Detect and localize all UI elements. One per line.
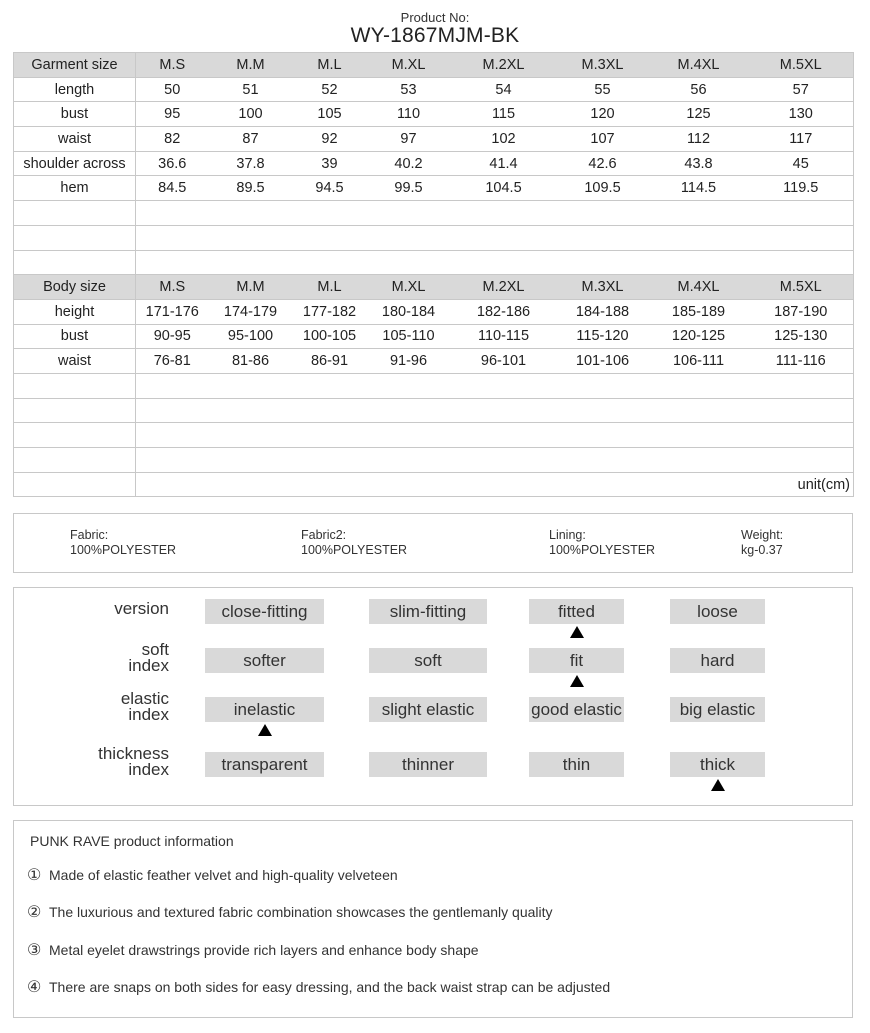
index-label-line1: soft xyxy=(141,640,169,659)
empty-cell xyxy=(14,201,136,226)
empty-cell xyxy=(14,398,136,423)
size-cell: 54 xyxy=(451,77,557,102)
size-cell: 100-105 xyxy=(293,324,367,349)
size-cell: M.3XL xyxy=(557,275,649,300)
row-label: height xyxy=(14,299,136,324)
info-item xyxy=(27,902,553,922)
size-cell: 114.5 xyxy=(649,176,749,201)
size-cell: 102 xyxy=(451,127,557,152)
size-cell: 120 xyxy=(557,102,649,127)
size-cell: M.4XL xyxy=(649,53,749,78)
size-cell: 92 xyxy=(293,127,367,152)
body-row xyxy=(14,299,854,324)
size-cell: M.5XL xyxy=(749,53,854,78)
index-label-line2: index xyxy=(128,705,169,724)
size-cell: 95-100 xyxy=(209,324,293,349)
garment-row xyxy=(14,176,854,201)
empty-row xyxy=(14,373,854,398)
index-option: thin xyxy=(529,752,624,777)
row-label: Garment size xyxy=(14,53,136,78)
fabric-value: 100%POLYESTER xyxy=(70,543,177,557)
info-item xyxy=(27,940,479,960)
size-cell: 105 xyxy=(293,102,367,127)
index-option: fit xyxy=(529,648,624,673)
size-cell: 115-120 xyxy=(557,324,649,349)
fabric-panel xyxy=(13,513,853,573)
size-cell: 120-125 xyxy=(649,324,749,349)
index-label xyxy=(121,691,169,723)
size-cell: 42.6 xyxy=(557,151,649,176)
info-text: There are snaps on both sides for easy dressing, and the back waist strap can be adjusted xyxy=(49,979,611,995)
size-cell: 180-184 xyxy=(367,299,451,324)
size-cell: M.5XL xyxy=(749,275,854,300)
garment-row xyxy=(14,77,854,102)
index-label xyxy=(98,746,169,778)
size-chart-table xyxy=(13,52,854,497)
fabric2-value: 100%POLYESTER xyxy=(301,543,408,557)
info-item xyxy=(27,865,398,885)
size-cell: 111-116 xyxy=(749,349,854,374)
selected-marker-icon xyxy=(570,626,584,638)
index-option: transparent xyxy=(205,752,324,777)
index-label xyxy=(114,601,169,617)
empty-row xyxy=(14,448,854,473)
index-option: loose xyxy=(670,599,765,624)
index-option: slim-fitting xyxy=(369,599,487,624)
size-cell: 117 xyxy=(749,127,854,152)
product-code: WY-1867MJM-BK xyxy=(350,24,520,47)
row-label: bust xyxy=(14,102,136,127)
row-label: hem xyxy=(14,176,136,201)
index-option: hard xyxy=(670,648,765,673)
size-cell: M.3XL xyxy=(557,53,649,78)
size-cell: 55 xyxy=(557,77,649,102)
size-cell: 51 xyxy=(209,77,293,102)
index-option: close-fitting xyxy=(205,599,324,624)
product-info-panel xyxy=(13,820,853,1018)
garment-row xyxy=(14,151,854,176)
size-cell: 41.4 xyxy=(451,151,557,176)
size-cell: 177-182 xyxy=(293,299,367,324)
fabric-info xyxy=(70,528,176,558)
size-cell: 97 xyxy=(367,127,451,152)
garment-row xyxy=(14,127,854,152)
fabric-label: Fabric: xyxy=(70,528,109,542)
empty-row xyxy=(14,250,854,275)
empty-cell xyxy=(136,373,854,398)
empty-cell xyxy=(136,448,854,473)
size-cell: 45 xyxy=(749,151,854,176)
size-cell: M.XL xyxy=(367,53,451,78)
size-cell: 119.5 xyxy=(749,176,854,201)
size-cell: 82 xyxy=(136,127,209,152)
size-cell: M.L xyxy=(293,53,367,78)
circled-number: ④ xyxy=(27,979,42,996)
size-cell: 81-86 xyxy=(209,349,293,374)
empty-cell xyxy=(14,225,136,250)
empty-cell xyxy=(14,373,136,398)
size-cell: 105-110 xyxy=(367,324,451,349)
info-item xyxy=(27,977,610,997)
size-cell: 40.2 xyxy=(367,151,451,176)
index-option: fitted xyxy=(529,599,624,624)
empty-cell xyxy=(14,250,136,275)
size-cell: 90-95 xyxy=(136,324,209,349)
size-cell: 76-81 xyxy=(136,349,209,374)
weight-info xyxy=(741,528,783,558)
size-cell: 37.8 xyxy=(209,151,293,176)
selected-marker-icon xyxy=(711,779,725,791)
empty-row xyxy=(14,398,854,423)
index-label-line2: index xyxy=(128,760,169,779)
size-cell: 130 xyxy=(749,102,854,127)
product-info-title: PUNK RAVE product information xyxy=(30,833,234,849)
size-cell: 95 xyxy=(136,102,209,127)
row-label: waist xyxy=(14,127,136,152)
row-label: bust xyxy=(14,324,136,349)
size-cell: 187-190 xyxy=(749,299,854,324)
index-label-line1: version xyxy=(114,599,169,618)
size-cell: M.2XL xyxy=(451,275,557,300)
empty-row xyxy=(14,423,854,448)
row-label: Body size xyxy=(14,275,136,300)
size-cell: 109.5 xyxy=(557,176,649,201)
size-cell: 86-91 xyxy=(293,349,367,374)
size-cell: 94.5 xyxy=(293,176,367,201)
size-cell: 174-179 xyxy=(209,299,293,324)
size-cell: 100 xyxy=(209,102,293,127)
size-cell: M.M xyxy=(209,53,293,78)
garment-row xyxy=(14,102,854,127)
size-cell: M.S xyxy=(136,53,209,78)
size-cell: 53 xyxy=(367,77,451,102)
fabric2-info xyxy=(301,528,407,558)
body-row xyxy=(14,349,854,374)
size-cell: 171-176 xyxy=(136,299,209,324)
size-cell: 96-101 xyxy=(451,349,557,374)
index-option: soft xyxy=(369,648,487,673)
index-label-line2: index xyxy=(128,656,169,675)
index-option: softer xyxy=(205,648,324,673)
info-text: The luxurious and textured fabric combination showcases the gentlemanly quality xyxy=(49,904,553,920)
size-cell: 112 xyxy=(649,127,749,152)
index-option: big elastic xyxy=(670,697,765,722)
size-cell: 107 xyxy=(557,127,649,152)
size-cell: 57 xyxy=(749,77,854,102)
empty-row xyxy=(14,225,854,250)
garment-header-row xyxy=(14,53,854,78)
size-cell: 50 xyxy=(136,77,209,102)
fabric2-label: Fabric2: xyxy=(301,528,347,542)
size-cell: 99.5 xyxy=(367,176,451,201)
size-cell: M.L xyxy=(293,275,367,300)
index-option: slight elastic xyxy=(369,697,487,722)
empty-cell xyxy=(136,250,854,275)
row-label: waist xyxy=(14,349,136,374)
size-cell: 56 xyxy=(649,77,749,102)
size-cell: 89.5 xyxy=(209,176,293,201)
size-cell: 185-189 xyxy=(649,299,749,324)
circled-number: ③ xyxy=(27,942,42,959)
index-label-line1: elastic xyxy=(120,689,169,708)
empty-cell xyxy=(136,423,854,448)
size-cell: 91-96 xyxy=(367,349,451,374)
empty-cell xyxy=(136,398,854,423)
lining-label: Lining: xyxy=(549,528,586,542)
index-option: good elastic xyxy=(529,697,624,722)
size-cell: 110-115 xyxy=(451,324,557,349)
weight-label: Weight: xyxy=(741,528,784,542)
index-label-line1: thickness xyxy=(98,744,169,763)
empty-cell xyxy=(136,225,854,250)
size-cell: 52 xyxy=(293,77,367,102)
size-cell: 39 xyxy=(293,151,367,176)
circled-number: ② xyxy=(27,904,42,921)
size-cell: 36.6 xyxy=(136,151,209,176)
index-panel xyxy=(13,587,853,806)
size-cell: 125-130 xyxy=(749,324,854,349)
weight-value: kg-0.37 xyxy=(741,543,783,557)
unit-label: unit(cm) xyxy=(136,472,854,497)
empty-cell xyxy=(14,423,136,448)
size-cell: 84.5 xyxy=(136,176,209,201)
empty-cell xyxy=(14,472,136,497)
index-option: inelastic xyxy=(205,697,324,722)
size-cell: 125 xyxy=(649,102,749,127)
index-label xyxy=(128,642,169,674)
selected-marker-icon xyxy=(258,724,272,736)
size-cell: 43.8 xyxy=(649,151,749,176)
size-cell: 106-111 xyxy=(649,349,749,374)
unit-row xyxy=(14,472,854,497)
circled-number: ① xyxy=(27,867,42,884)
body-row xyxy=(14,324,854,349)
size-cell: 182-186 xyxy=(451,299,557,324)
lining-info xyxy=(549,528,655,558)
row-label: length xyxy=(14,77,136,102)
size-cell: 87 xyxy=(209,127,293,152)
size-cell: 101-106 xyxy=(557,349,649,374)
index-option: thick xyxy=(670,752,765,777)
empty-row xyxy=(14,201,854,226)
info-text: Made of elastic feather velvet and high-quality velveteen xyxy=(49,867,398,883)
body-header-row xyxy=(14,275,854,300)
empty-cell xyxy=(14,448,136,473)
size-cell: 184-188 xyxy=(557,299,649,324)
size-cell: M.2XL xyxy=(451,53,557,78)
size-cell: M.S xyxy=(136,275,209,300)
size-cell: M.XL xyxy=(367,275,451,300)
size-cell: M.4XL xyxy=(649,275,749,300)
size-cell: 104.5 xyxy=(451,176,557,201)
empty-cell xyxy=(136,201,854,226)
product-number-label: Product No: xyxy=(400,10,470,25)
size-cell: 115 xyxy=(451,102,557,127)
index-option: thinner xyxy=(369,752,487,777)
info-text: Metal eyelet drawstrings provide rich layers and enhance body shape xyxy=(49,942,479,958)
size-cell: M.M xyxy=(209,275,293,300)
row-label: shoulder across xyxy=(14,151,136,176)
lining-value: 100%POLYESTER xyxy=(549,543,656,557)
size-cell: 110 xyxy=(367,102,451,127)
selected-marker-icon xyxy=(570,675,584,687)
